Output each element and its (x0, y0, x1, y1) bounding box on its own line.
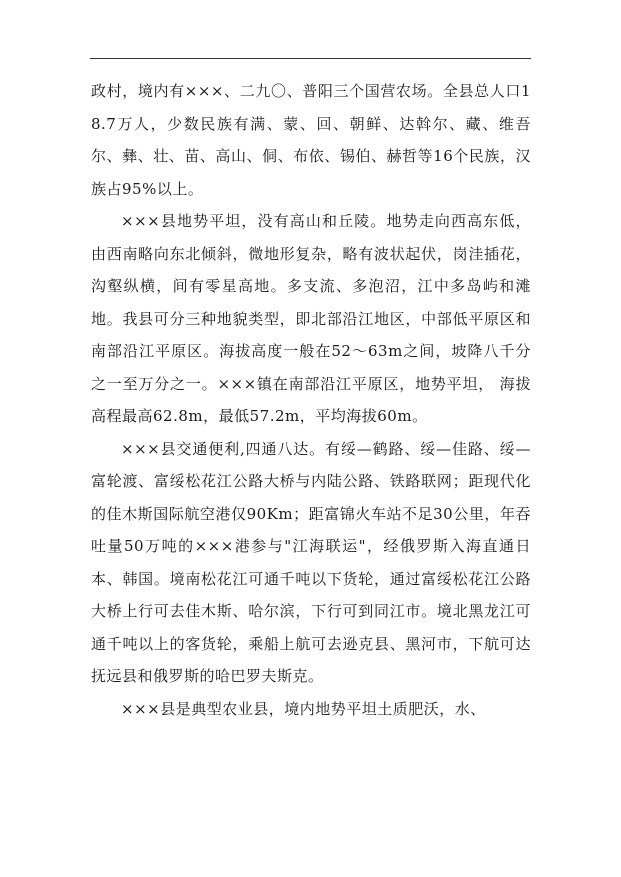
paragraph-population: 政村，境内有×××、二九〇、普阳三个国营农场。全县总人口18.7万人，少数民族有满、蒙、回、朝鲜、达斡尔、藏、维吾尔、彝、壮、苗、高山、侗、布依、锡伯、赫哲等16个民族，汉族占95%以上。 (91, 82, 531, 198)
paragraph-agriculture: ×××县是典型农业县，境内地势平坦土质肥沃，水、 (121, 699, 486, 718)
header-rule (90, 58, 531, 59)
document-body (91, 75, 531, 725)
paragraph-terrain: ×××县地势平坦，没有高山和丘陵。地势走向西高东低，由西南略向东北倾斜，微地形复杂，略有波状起伏，岗洼插花，沟壑纵横，间有零星高地。多支流、多泡沼，江中多岛屿和滩地。我县可分三种地貌类型，即北部沿江地区，中部低平原区和南部沿江平原区。海拔高度一般在52～63m之间，坡降八千分之一至万分之一。×××镇在南部沿江平原区，地势平坦， 海拔高程最高62.8m，最低57.2m，平均海拔60m。 (91, 212, 531, 425)
paragraph-transport: ×××县交通便利,四通八达。有绥—鹤路、绥—佳路、绥—富轮渡、富绥松花江公路大桥与内陆公路、铁路联网；距现代化的佳木斯国际航空港仅90Km；距富锦火车站不足30公里，年吞吐量50万吨的×××港参与"江海联运"，经俄罗斯入海直通日本、韩国。境南松花江可通千吨以下货轮，通过富绥松花江公路大桥上行可去佳木斯、哈尔滨，下行可到同江市。境北黑龙江可通千吨以上的客货轮，乘船上航可去逊克县、黑河市，下航可达抚远县和俄罗斯的哈巴罗夫斯克。 (91, 439, 531, 685)
